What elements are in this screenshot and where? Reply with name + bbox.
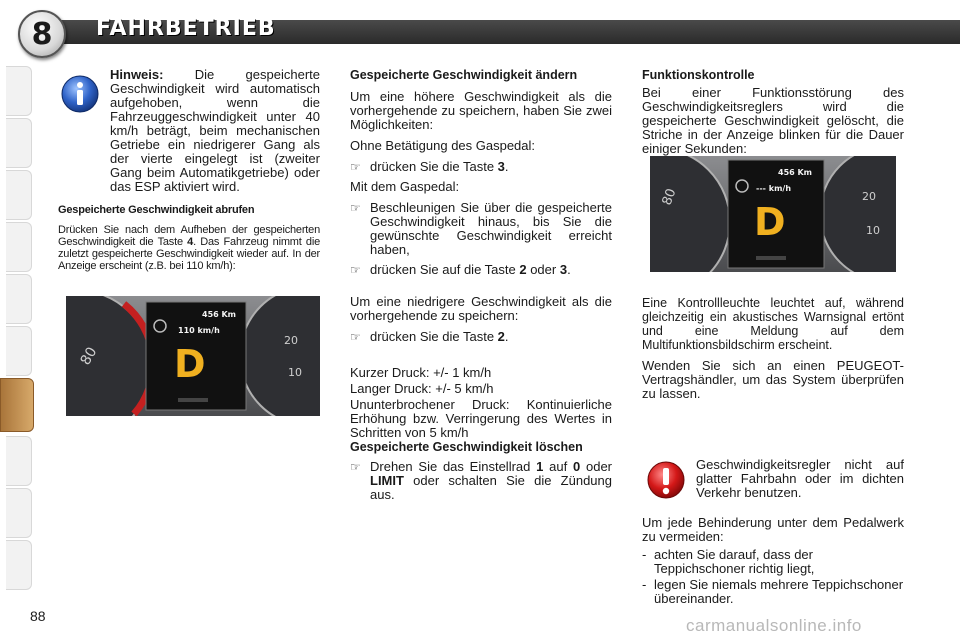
warning-text: Geschwindigkeitsregler nicht auf glatter Fahrbahn oder im dichten Verkehr benutzen. [696,457,904,500]
bullet-press-2-or-3 [350,263,612,277]
key-number: 3 [497,159,505,174]
page-header [0,0,960,56]
key-number: 0 [572,459,581,474]
dash-item-text: achten Sie darauf, dass der Teppichschoner richtig liegt, [654,547,815,576]
bullet-text: Drehen Sie das Einstellrad [370,459,537,474]
instrument-display-image-fault [650,156,896,272]
oder-text: oder [580,459,613,474]
change-heading: Gespeicherte Geschwindigkeit ändern [350,68,578,82]
pointing-hand-icon: ☞ [350,330,361,344]
chapter-tabs [0,66,34,576]
chapter-number: 8 [31,16,53,52]
display-speed: 110 km/h [178,326,220,335]
warning-icon [646,460,686,500]
bullet-accelerate [350,201,612,257]
recall-text-b: . Das Fahrzeug nimmt die zuletzt gespeicherte Geschwindigkeit wieder auf. In der Anzeige erscheint (z.B. bei 110 km/h): [58,236,320,272]
bullet-text: drücken Sie die Taste [370,159,498,174]
pointing-hand-icon: ☞ [350,160,361,174]
bullet-text: oder schalten Sie die Zündung aus. [370,473,612,502]
with-pedal-label: Mit dem Gaspedal: [350,179,460,194]
auf-text: auf [543,459,573,474]
display-gear: D [754,200,786,244]
svg-text:10: 10 [288,366,302,379]
column-middle [350,68,612,447]
note-text: Die gespeicherte Geschwindigkeit wird automatisch aufgehoben, wenn die Fahrzeuggeschwindigkeit unter 40 km/h beträgt, beim mechanischen Getriebe ein niedrigerer Gang als der vierte eingelegt ist (zweiter Gang beim Automatikgetriebe) oder das ESP aktiviert wird. [110,67,320,194]
chapter-tab-10[interactable] [6,488,32,538]
pedal-intro: Um jede Behinderung unter dem Pedalwerk zu vermeiden: [642,515,904,544]
lamp-section [642,296,904,408]
instrument-display-image-recall [66,296,320,416]
chapter-tab-2[interactable] [6,118,32,168]
svg-text:20: 20 [862,190,876,203]
bullet-text: drücken Sie die Taste [370,329,498,344]
lower-speed-text: Um eine niedrigere Geschwindigkeit als die vorhergehende zu speichern: [350,294,612,323]
display-odometer: 456 Km [202,310,237,319]
long-press-text: Langer Druck: +/- 5 km/h [350,381,494,396]
pointing-hand-icon: ☞ [350,263,361,277]
svg-text:10: 10 [866,224,880,237]
display-speed-dashes: --- km/h [756,184,792,193]
dash-item-multiple-mats [642,578,904,606]
column-left [40,68,320,194]
svg-text:80: 80 [77,344,101,368]
chapter-tab-9[interactable] [6,436,32,486]
pointing-hand-icon: ☞ [350,460,361,474]
bullet-text: Beschleunigen Sie über die gespeicherte Geschwindigkeit hinaus, bis Sie die gewünschte Geschwindigkeit erreicht haben, [370,200,612,257]
dealer-text: Wenden Sie sich an einen PEUGEOT-Vertragshändler, um das System überprüfen zu lassen. [642,358,904,401]
short-press-text: Kurzer Druck: +/- 1 km/h [350,365,492,380]
key-number: 2 [497,329,505,344]
delete-section [350,440,612,508]
note-label: Hinweis: [110,67,164,82]
svg-text:80: 80 [659,186,680,208]
key-number: 1 [536,459,544,474]
lamp-text: Eine Kontrollleuchte leuchtet auf, während gleichzeitig ein akustisches Warnsignal ertönt und eine Meldung auf dem Multifunktionsbildschirm erscheint. [642,296,904,352]
page-title: FAHRBETRIEB [96,16,276,41]
svg-text:20: 20 [284,334,298,347]
change-intro: Um eine höhere Geschwindigkeit als die vorhergehende zu speichern, haben Sie zwei Möglichkeiten: [350,89,612,132]
punct: . [567,262,571,277]
chapter-badge [18,10,66,58]
column-right [642,68,904,163]
or-text: oder [526,262,560,277]
bullet-press-2 [350,330,612,344]
bullet-press-3 [350,160,612,174]
watermark: carmanualsonline.info [686,616,862,635]
chapter-tab-1[interactable] [6,66,32,116]
bullet-delete [350,460,612,502]
dash-item-text: legen Sie niemals mehrere Teppichschoner übereinander. [654,577,904,606]
chapter-tab-5[interactable] [6,274,32,324]
chapter-tab-4[interactable] [6,222,32,272]
display-gear: D [174,342,206,386]
note-paragraph [40,68,320,194]
recall-text [58,224,320,272]
recall-section [58,204,320,279]
no-pedal-label: Ohne Betätigung des Gaspedal: [350,138,536,153]
display-odometer: 456 Km [778,168,813,177]
recall-key: 4 [187,236,194,248]
dash-marker: - [642,577,647,592]
punct: . [504,329,509,344]
punct: . [504,159,509,174]
func-text: Bei einer Funktionsstörung des Geschwindigkeitsreglers wird die gespeicherte Geschwindigkeit gelöscht, die Striche in der Anzeige blinken für die Dauer einiger Sekunden: [642,85,904,156]
dash-marker: - [642,547,647,562]
func-heading: Funktionskontrolle [642,68,755,82]
recall-heading: Gespeicherte Geschwindigkeit abrufen [58,204,255,216]
chapter-tab-11[interactable] [6,540,32,590]
page-number: 88 [30,608,46,624]
recall-text-a: Drücken Sie nach dem Aufheben der gespeicherten Geschwindigkeit die Taste [58,224,320,248]
limit-text: LIMIT [370,473,404,488]
key-number: 2 [519,262,527,277]
pedal-section [642,516,904,606]
bullet-text: drücken Sie auf die Taste [370,262,520,277]
warning-note [696,458,904,507]
dash-item-mat-position [642,548,904,576]
chapter-tab-6[interactable] [6,326,32,376]
delete-heading: Gespeicherte Geschwindigkeit löschen [350,440,583,454]
continuous-press-text: Ununterbrochener Druck: Kontinuierliche Erhöhung bzw. Verringerung des Wertes in Schritten von 5 km/h [350,397,612,440]
pointing-hand-icon: ☞ [350,201,361,215]
key-number: 3 [559,262,568,277]
chapter-tab-8-active[interactable] [0,378,34,432]
chapter-tab-3[interactable] [6,170,32,220]
